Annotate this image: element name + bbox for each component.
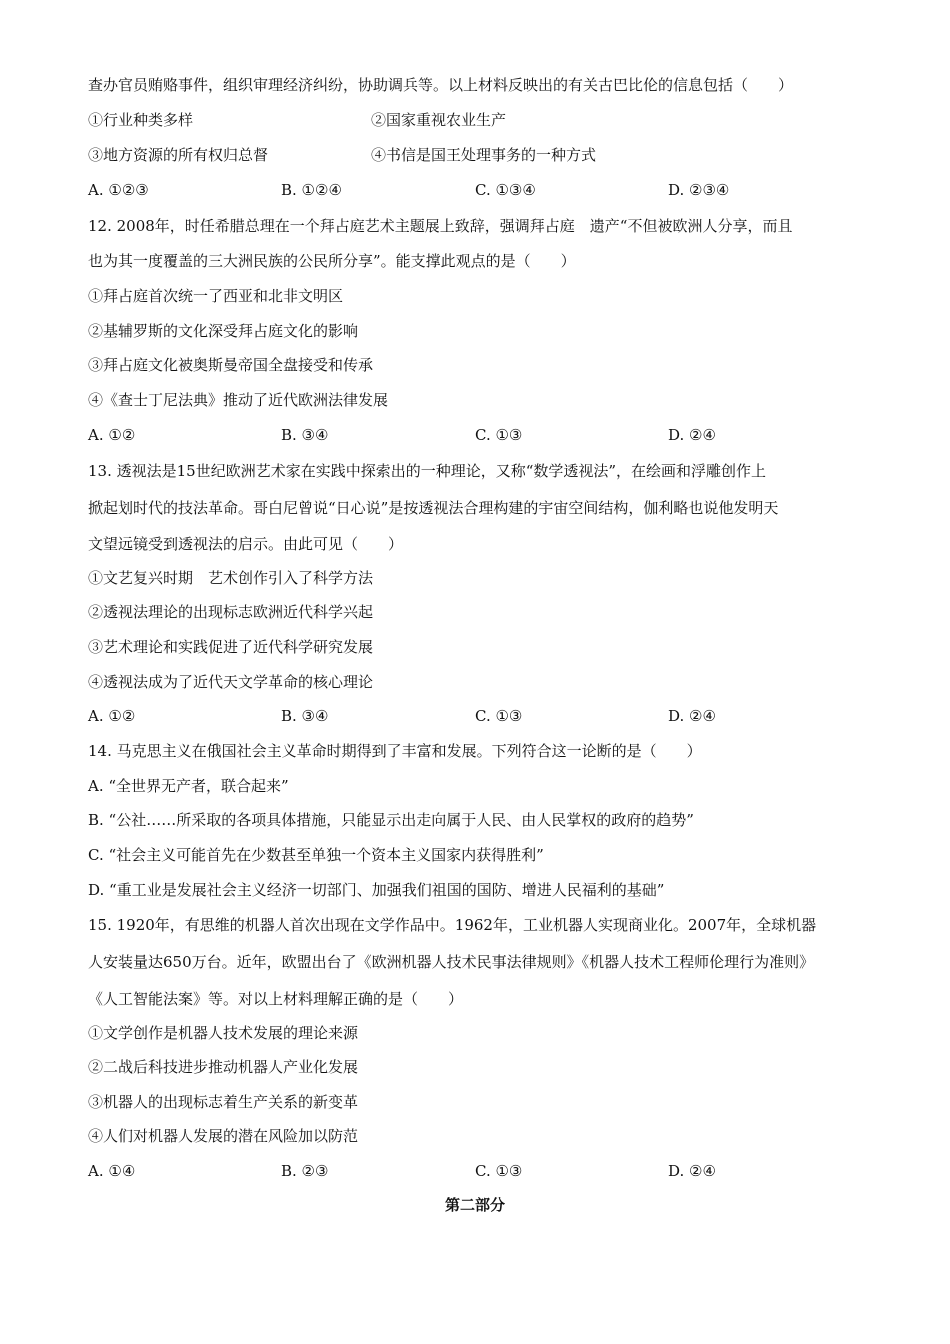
- q13-stem-line-3: 文望远镜受到透视法的启示。由此可见（ ）: [88, 535, 404, 553]
- q11-stem-line: 查办官员贿赂事件，组织审理经济纠纷，协助调兵等。以上材料反映出的有关古巴比伦的信息包括（ ）: [88, 76, 794, 94]
- q15-stem-line-3: 《人工智能法案》等。对以上材料理解正确的是（ ）: [88, 990, 464, 1008]
- q15-options: [88, 1160, 880, 1182]
- q12-item-1: ①拜占庭首次统一了西亚和北非文明区: [88, 287, 344, 305]
- q13-option-b[interactable]: B. ③④: [281, 707, 329, 725]
- q12-option-d[interactable]: D. ②④: [668, 426, 716, 444]
- q11-item-4: ④书信是国王处理事务的一种方式: [371, 146, 597, 164]
- q11-items-row-1: [88, 109, 880, 131]
- q12-option-a[interactable]: A. ①②: [88, 426, 136, 444]
- q15-stem-line-2: 人安装量达650万台。近年，欧盟出台了《欧洲机器人技术民事法律规则》《机器人技术工程师伦理行为准则》: [88, 953, 815, 971]
- q11-option-a[interactable]: A. ①②③: [88, 181, 149, 199]
- q13-option-c[interactable]: C. ①③: [475, 707, 523, 725]
- q15-item-1: ①文学创作是机器人技术发展的理论来源: [88, 1024, 359, 1042]
- q11-item-1: ①行业种类多样: [88, 111, 194, 129]
- q13-item-3: ③艺术理论和实践促进了近代科学研究发展: [88, 638, 374, 656]
- q15-item-3: ③机器人的出现标志着生产关系的新变革: [88, 1093, 359, 1111]
- q12-stem-line-1: 12. 2008年，时任希腊总理在一个拜占庭艺术主题展上致辞，强调拜占庭 遗产“不但被欧洲人分享，而且: [88, 217, 793, 235]
- q13-item-4: ④透视法成为了近代天文学革命的核心理论: [88, 673, 374, 691]
- q13-item-1: ①文艺复兴时期 艺术创作引入了科学方法: [88, 569, 374, 587]
- q11-option-b[interactable]: B. ①②④: [281, 181, 342, 199]
- q15-option-b[interactable]: B. ②③: [281, 1162, 329, 1180]
- q12-option-c[interactable]: C. ①③: [475, 426, 523, 444]
- q11-option-d[interactable]: D. ②③④: [668, 181, 730, 199]
- q14-choice-b[interactable]: B. “公社……所采取的各项具体措施，只能显示出走向属于人民、由人民掌权的政府的趋势”: [88, 811, 694, 829]
- q15-item-2: ②二战后科技进步推动机器人产业化发展: [88, 1058, 359, 1076]
- q12-stem-line-2: 也为其一度覆盖的三大洲民族的公民所分享”。能支撑此观点的是（ ）: [88, 252, 576, 270]
- q14-choice-c[interactable]: C. “社会主义可能首先在少数甚至单独一个资本主义国家内获得胜利”: [88, 846, 544, 864]
- q12-item-4: ④《查士丁尼法典》推动了近代欧洲法律发展: [88, 391, 389, 409]
- q15-stem-line-1: 15. 1920年，有思维的机器人首次出现在文学作品中。1962年，工业机器人实现商业化。2007年，全球机器: [88, 916, 817, 934]
- q14-stem: 14. 马克思主义在俄国社会主义革命时期得到了丰富和发展。下列符合这一论断的是（ ）: [88, 742, 702, 760]
- q13-option-d[interactable]: D. ②④: [668, 707, 716, 725]
- q15-option-a[interactable]: A. ①④: [88, 1162, 136, 1180]
- q12-options: [88, 424, 880, 446]
- q11-option-c[interactable]: C. ①③④: [475, 181, 536, 199]
- q11-items-row-2: [88, 144, 880, 166]
- q15-item-4: ④人们对机器人发展的潜在风险加以防范: [88, 1127, 359, 1145]
- q14-choice-a[interactable]: A. “全世界无产者，联合起来”: [88, 777, 289, 795]
- q12-item-3: ③拜占庭文化被奥斯曼帝国全盘接受和传承: [88, 356, 374, 374]
- q13-stem-line-2: 掀起划时代的技法革命。哥白尼曾说“日心说”是按透视法合理构建的宇宙空间结构，伽利略也说他发明天: [88, 499, 779, 517]
- q11-item-2: ②国家重视农业生产: [371, 111, 507, 129]
- q13-item-2: ②透视法理论的出现标志欧洲近代科学兴起: [88, 603, 374, 621]
- section-title: 第二部分: [444, 1196, 505, 1214]
- q11-item-3: ③地方资源的所有权归总督: [88, 146, 269, 164]
- q12-item-2: ②基辅罗斯的文化深受拜占庭文化的影响: [88, 322, 359, 340]
- q11-options: [88, 179, 880, 201]
- q13-stem-line-1: 13. 透视法是15世纪欧洲艺术家在实践中探索出的一种理论，又称“数学透视法”，在绘画和浮雕创作上: [88, 462, 767, 480]
- q15-option-c[interactable]: C. ①③: [475, 1162, 523, 1180]
- q12-option-b[interactable]: B. ③④: [281, 426, 329, 444]
- q15-option-d[interactable]: D. ②④: [668, 1162, 716, 1180]
- q13-option-a[interactable]: A. ①②: [88, 707, 136, 725]
- q14-choice-d[interactable]: D. “重工业是发展社会主义经济一切部门、加强我们祖国的国防、增进人民福利的基础”: [88, 881, 665, 899]
- q13-options: [88, 705, 880, 727]
